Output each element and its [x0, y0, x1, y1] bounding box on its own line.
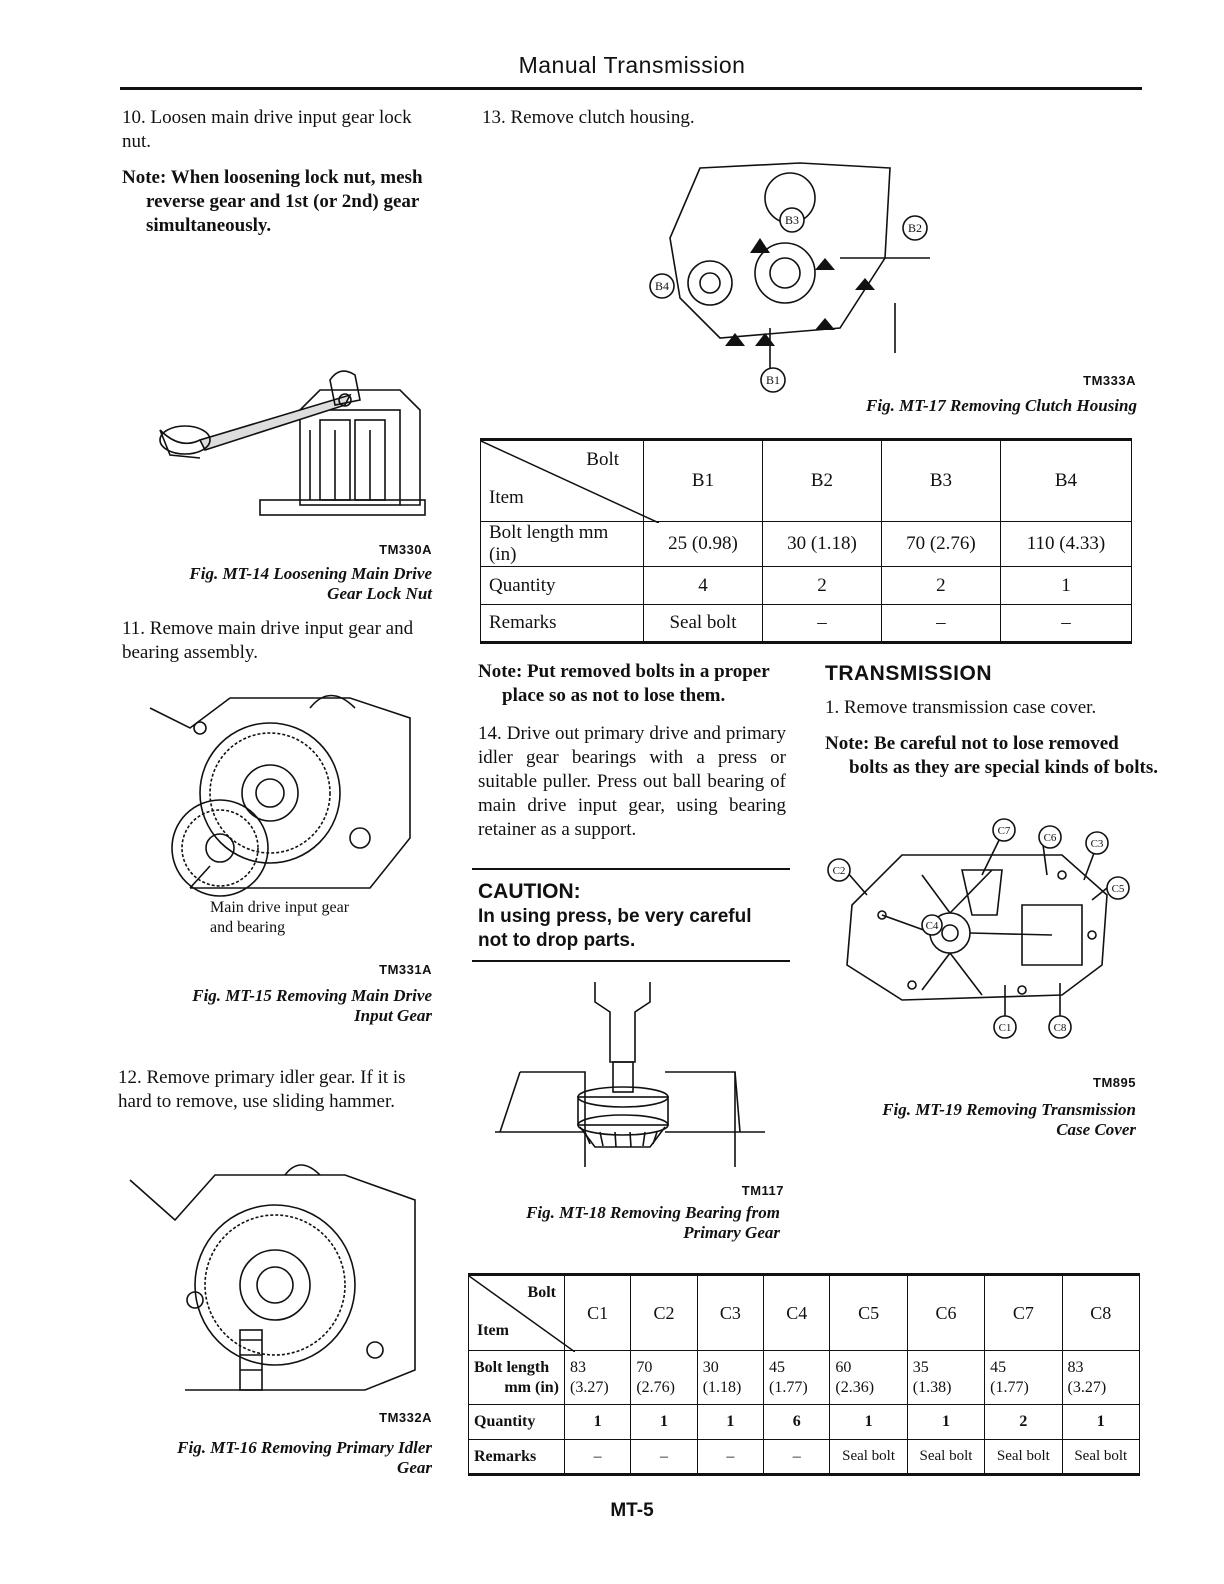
length-mm: 83 [1067, 1358, 1084, 1376]
table-b-diagonal-line [481, 441, 659, 523]
length-in: (1.77) [990, 1378, 1029, 1396]
fig-mt15-illustration [130, 688, 420, 900]
length-in: (2.76) [636, 1378, 675, 1396]
table-c-cell: – [565, 1440, 631, 1475]
table-c-cell: 1 [565, 1405, 631, 1440]
table-c-cell: 2 [985, 1405, 1062, 1440]
callout-b1: B1 [765, 373, 781, 387]
fig-mt17-caption: Fig. MT-17 Removing Clutch Housing [866, 396, 1137, 415]
table-c-cell [830, 1351, 907, 1405]
section-title-transmission: TRANSMISSION [825, 662, 993, 685]
length-in: (1.18) [702, 1378, 742, 1396]
length-in: (3.27) [1067, 1378, 1107, 1396]
length-mm: 70 [636, 1358, 653, 1376]
length-mm: 83 [570, 1358, 586, 1376]
page-title: Manual Transmission [518, 52, 746, 78]
table-c-row-remarks [469, 1440, 1140, 1475]
table-c-col: C5 [830, 1275, 907, 1351]
table-c-cell [907, 1351, 984, 1405]
caution-bottom-rule [472, 960, 790, 962]
length-in: (1.77) [769, 1378, 808, 1396]
table-c-cell: Seal bolt [830, 1440, 907, 1475]
length-mm: 60 [835, 1358, 852, 1376]
fig-mt15-label-line1: Main drive input gear [210, 899, 350, 916]
callout-c5: C5 [1111, 883, 1125, 895]
table-c-head-item: Item [477, 1322, 509, 1339]
note-special-bolts: Note: Be careful not to lose removed bolts as they are special kinds of bolts. [825, 733, 1158, 778]
table-c-col: C7 [985, 1275, 1062, 1351]
fig-mt14-code: TM330A [379, 542, 432, 557]
length-mm: 35 [912, 1358, 929, 1376]
table-b-header-corner [481, 440, 644, 522]
fig-mt15-caption-line1: Fig. MT-15 Removing Main Drive [192, 986, 432, 1005]
table-c-cell: 1 [1062, 1405, 1139, 1440]
step-10-text: 10. Loosen main drive input gear lock nut. [122, 107, 412, 152]
table-c-cell: 1 [907, 1405, 984, 1440]
table-c-col: C1 [565, 1275, 631, 1351]
table-c-length-label-line2: mm (in) [504, 1378, 559, 1396]
table-b-col-b4: B4 [1000, 440, 1131, 522]
step-11-text: 11. Remove main drive input gear and bearing assembly. [122, 618, 414, 663]
table-b-cell: Seal bolt [644, 605, 763, 643]
table-b-cell: 110 (4.33) [1000, 522, 1131, 567]
table-b-cell: – [881, 605, 1000, 643]
table-b-col-b1: B1 [644, 440, 763, 522]
fig-mt16-caption-line2: Gear [397, 1458, 432, 1477]
table-b-cell: 2 [881, 567, 1000, 605]
fig-mt19-illustration [822, 815, 1137, 1047]
fig-mt19-code: TM895 [1093, 1075, 1136, 1090]
table-c-col: C2 [631, 1275, 697, 1351]
table-c-cell: Seal bolt [985, 1440, 1062, 1475]
fig-mt15-label-line2: and bearing [210, 919, 286, 936]
table-b-row [481, 605, 1132, 643]
callout-c4: C4 [925, 920, 939, 932]
header-rule [120, 87, 1142, 90]
fig-mt18-caption-line2: Primary Gear [683, 1223, 780, 1242]
table-c-length-label-line1: Bolt length [474, 1358, 550, 1376]
caution-text: In using press, be very careful not to drop parts. [478, 906, 752, 951]
table-c-cell: 6 [764, 1405, 830, 1440]
table-c-cell: – [697, 1440, 763, 1475]
table-b-cell: 1 [1000, 567, 1131, 605]
fig-mt15-caption-line2: Input Gear [354, 1006, 432, 1025]
table-b-row [481, 567, 1132, 605]
table-b-col-b2: B2 [762, 440, 881, 522]
fig-mt16-illustration [125, 1160, 420, 1395]
table-c-cell [565, 1351, 631, 1405]
table-c-head-bolt: Bolt [527, 1284, 556, 1301]
table-c-cell: 1 [631, 1405, 697, 1440]
length-in: (3.27) [570, 1378, 609, 1396]
table-c-cell: – [631, 1440, 697, 1475]
table-b-head-item: Item [489, 487, 524, 508]
table-b-cell: 4 [644, 567, 763, 605]
table-b-row-label: Remarks [481, 605, 644, 643]
caution-title: CAUTION: [478, 880, 581, 903]
table-c-col: C4 [764, 1275, 830, 1351]
fig-mt17-code: TM333A [1083, 373, 1136, 388]
callout-c6: C6 [1043, 832, 1057, 844]
table-c-row-label: Remarks [469, 1440, 565, 1475]
fig-mt18-caption-line1: Fig. MT-18 Removing Bearing from [526, 1203, 780, 1222]
step-12-text: 12. Remove primary idler gear. If it is hard to remove, use sliding hammer. [118, 1067, 406, 1112]
callout-c3: C3 [1090, 838, 1104, 850]
callout-b2: B2 [907, 221, 923, 235]
table-b-cell: – [1000, 605, 1131, 643]
table-c-cell: 1 [697, 1405, 763, 1440]
length-in: (2.36) [835, 1378, 875, 1396]
step-13-text: 13. Remove clutch housing. [482, 107, 695, 128]
table-b-cell: 25 (0.98) [644, 522, 763, 567]
table-c-row-label [469, 1351, 565, 1405]
page-number: MT-5 [610, 1500, 654, 1521]
fig-mt19-caption-line1: Fig. MT-19 Removing Transmission [882, 1100, 1136, 1119]
table-c-cell: Seal bolt [1062, 1440, 1139, 1475]
fig-mt18-illustration [485, 972, 775, 1172]
table-b-col-b3: B3 [881, 440, 1000, 522]
length-mm: 45 [769, 1358, 786, 1376]
note-step-10: Note: When loosening lock nut, mesh reverse gear and 1st (or 2nd) gear simultaneously. [122, 167, 423, 236]
callout-b4: B4 [654, 279, 670, 293]
table-b-row-label: Quantity [481, 567, 644, 605]
fig-mt14-caption-line2: Gear Lock Nut [327, 584, 432, 603]
fig-mt16-code: TM332A [379, 1410, 432, 1425]
callout-c8: C8 [1053, 1022, 1067, 1034]
note-removed-bolts: Note: Put removed bolts in a proper place so as not to lose them. [478, 661, 770, 706]
table-c-cell [985, 1351, 1062, 1405]
table-c-cell: 1 [830, 1405, 907, 1440]
table-b-row [481, 522, 1132, 567]
bolt-table-b [480, 438, 1132, 644]
caution-top-rule [472, 868, 790, 870]
transmission-step-1: 1. Remove transmission case cover. [825, 697, 1097, 718]
table-c-row-label: Quantity [469, 1405, 565, 1440]
fig-mt14-caption-line1: Fig. MT-14 Loosening Main Drive [189, 564, 432, 583]
fig-mt17-illustration [640, 158, 940, 398]
table-c-cell [1062, 1351, 1139, 1405]
callout-c2: C2 [832, 865, 846, 877]
step-14-text: 14. Drive out primary drive and primary idler gear bearings with a press or suitable puller. Press out ball bearing of main drive input gear, using bearing retainer as a support. [478, 723, 786, 840]
length-mm: 30 [702, 1358, 719, 1376]
length-mm: 45 [990, 1358, 1007, 1376]
callout-c7: C7 [997, 825, 1011, 837]
fig-mt18-code: TM117 [741, 1183, 784, 1198]
table-c-row-length [469, 1351, 1140, 1405]
table-c-cell [764, 1351, 830, 1405]
table-c-cell [631, 1351, 697, 1405]
table-b-row-label: Bolt length mm (in) [481, 522, 644, 567]
fig-mt14-illustration [140, 360, 430, 520]
table-c-col: C8 [1062, 1275, 1139, 1351]
length-in: (1.38) [912, 1378, 952, 1396]
fig-mt15-code: TM331A [379, 962, 432, 977]
table-c-col: C3 [697, 1275, 763, 1351]
fig-mt19-caption-line2: Case Cover [1056, 1120, 1136, 1139]
callout-b3: B3 [784, 213, 800, 227]
bolt-table-c [468, 1273, 1140, 1476]
table-c-col: C6 [907, 1275, 984, 1351]
table-c-diagonal-line [469, 1276, 575, 1352]
table-c-cell: – [764, 1440, 830, 1475]
table-c-header-corner [469, 1275, 565, 1351]
table-c-cell [697, 1351, 763, 1405]
callout-c1: C1 [998, 1022, 1012, 1034]
table-b-cell: – [762, 605, 881, 643]
table-b-cell: 70 (2.76) [881, 522, 1000, 567]
table-c-cell: Seal bolt [907, 1440, 984, 1475]
table-b-cell: 2 [762, 567, 881, 605]
fig-mt16-caption-line1: Fig. MT-16 Removing Primary Idler [177, 1438, 432, 1457]
table-b-head-bolt: Bolt [586, 449, 619, 470]
table-b-cell: 30 (1.18) [762, 522, 881, 567]
table-c-row-quantity [469, 1405, 1140, 1440]
